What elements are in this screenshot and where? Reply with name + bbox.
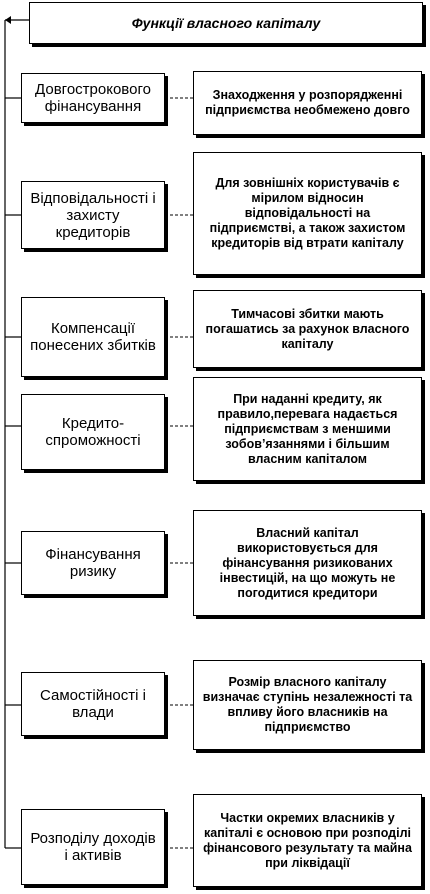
description-text: Власний капітал використовується для фінансування ризикованих інвестицій, на що можуть не погодитися кредитори	[219, 525, 396, 600]
function-label: Компенсації понесених збитків	[30, 320, 156, 354]
description-text: Знаходження у розпорядженні підприємства необмежено довго	[205, 88, 410, 117]
function-box-income-distribution	[21, 809, 165, 885]
description-box-creditworthiness	[193, 377, 422, 481]
function-label: Відповідальності і захисту кредиторів	[30, 189, 156, 241]
description-text: Розмір власного капіталу визначає ступінь незалежності та впливу його власників на підприємство	[202, 675, 413, 734]
diagram-title	[29, 2, 423, 44]
function-box-creditworthiness	[21, 394, 165, 470]
function-label: Довгострокового фінансування	[35, 81, 151, 115]
function-label: Фінансування ризику	[45, 546, 141, 580]
function-box-creditor-protection	[21, 181, 165, 249]
function-box-long-term-financing	[21, 73, 165, 123]
description-text: Для зовнішніх користувачів є мірилом відносин відповідальності на підприємстві, а також захистом кредиторів від втрати капіталу	[209, 176, 406, 250]
description-box-creditor-protection	[193, 152, 422, 275]
diagram-title-text: Функції власного капіталу	[131, 15, 321, 31]
description-box-risk-financing	[193, 510, 422, 616]
function-box-loss-compensation	[21, 297, 165, 377]
function-label: Самостійності і влади	[40, 687, 146, 721]
description-box-income-distribution	[193, 794, 422, 887]
description-box-long-term-financing	[193, 71, 422, 135]
function-box-independence	[21, 672, 165, 736]
description-text: Тимчасові збитки мають погашатись за рахунок власного капіталу	[205, 306, 410, 351]
function-label: Розподілу доходів і активів	[30, 830, 156, 864]
function-box-risk-financing	[21, 531, 165, 595]
description-box-independence	[193, 660, 422, 750]
description-text: Частки окремих власників у капіталі є основою при розподілі фінансового результату та майна при ліквідації	[203, 810, 412, 870]
description-box-loss-compensation	[193, 290, 422, 368]
description-text: При наданні кредиту, як правило,перевага надається підприємствам з меншими зобов’язаннями і більшим власним капіталом	[217, 391, 398, 466]
function-label: Кредито-спроможності	[45, 415, 141, 449]
